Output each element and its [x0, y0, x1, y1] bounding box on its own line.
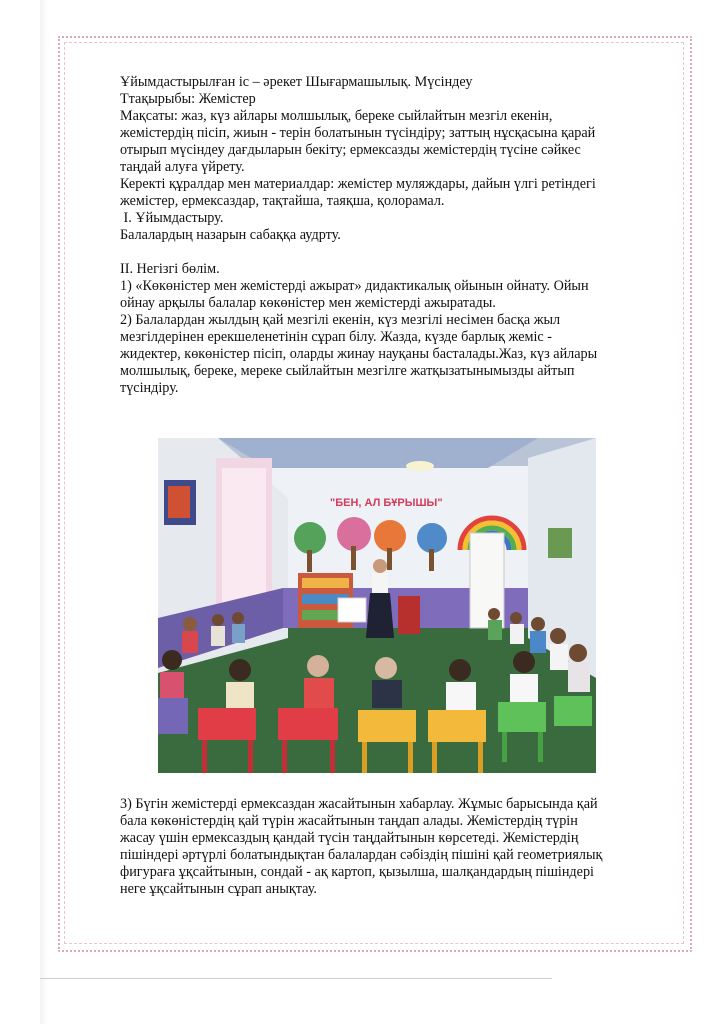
step-3-block [120, 796, 665, 898]
step-3-line-5: фигураға ұқсайтынын, сондай - ақ картоп, қызылша, шалқандардың пішіндері [120, 864, 594, 880]
step-2-line-5: түсіндіру. [120, 380, 179, 396]
step-3-line-2: бала көкөністердің қай түрін жасайтынын таңдап алады. Жемістердің түрін [120, 813, 578, 829]
step-3-line-4: пішіндері әртүрлі болатындықтан балалардан сәбіздің пішіні қай геометриялық [120, 847, 603, 863]
step-3-line-6: неге ұқсайтынын сұрап анықтау. [120, 881, 317, 897]
step-1-line-1: 1) «Көкөністер мен жемістерді ажырат» дидактикалық ойынын ойнату. Ойын [120, 278, 589, 294]
scan-bottom-line [40, 978, 552, 979]
step-1-line-2: ойнау арқылы балалар көкөністер мен жемістерді ажыратады. [120, 295, 496, 311]
lesson-header-block [120, 74, 665, 397]
section-1-heading: I. Ұйымдастыру. [120, 210, 224, 226]
section-2-heading: II. Негізгі бөлім. [120, 261, 220, 277]
classroom-photo [158, 438, 596, 773]
step-2-line-1: 2) Балалардан жылдың қай мезгілі екенін, күз мезгілі несімен басқа жыл [120, 312, 561, 328]
lesson-title: Ұйымдастырылған іс – әрекет Шығармашылық. Мүсіндеу [120, 74, 473, 90]
goal-line-1: Мақсаты: жаз, күз айлары молшылық, береке сыйлайтын мезгіл екенін, [120, 108, 553, 124]
wall-sign-text: "БЕН, АЛ БҰРЫШЫ" [330, 497, 443, 509]
materials-line-1: Керекті құралдар мен материалдар: жемістер муляждары, дайын үлгі ретіндегі [120, 176, 596, 192]
section-1-text: Балалардың назарын сабаққа аудрту. [120, 227, 341, 243]
goal-line-3: отырып мүсіндеу дағдыларын бекіту; ермексазды жемістердің түсіне сәйкес [120, 142, 581, 158]
step-2-line-4: молшылық, береке, мереке сыйлайтын мезгілге жатқызатынымызды айтып [120, 363, 575, 379]
step-3-line-3: жасау үшін ермексаздың қандай түсін таңдайтынын көрсетеді. Жемістердің [120, 830, 579, 846]
step-2-line-2: мезгілдерінен ерекшеленетінін сұрап білу. Жазда, күзде барлық жеміс - [120, 329, 552, 345]
goal-line-4: таңдай алуға үйрету. [120, 159, 245, 175]
step-3-line-1: 3) Бүгін жемістерді ермексаздан жасайтынын хабарлау. Жұмыс барысында қай [120, 796, 598, 812]
scan-edge-shadow [40, 0, 48, 1024]
materials-line-2: жемістер, ермексаздар, тақтайша, таяқша, қолорамал. [120, 193, 445, 209]
lesson-topic: Ттақырыбы: Жемістер [120, 91, 256, 107]
step-2-line-3: жидектер, көкөністер пісіп, оларды жинау науқаны басталады.Жаз, күз айлары [120, 346, 598, 362]
goal-line-2: жемістердің пісіп, жиын - терін болатынын түсіндіру; заттың нұсқасына қарай [120, 125, 596, 141]
